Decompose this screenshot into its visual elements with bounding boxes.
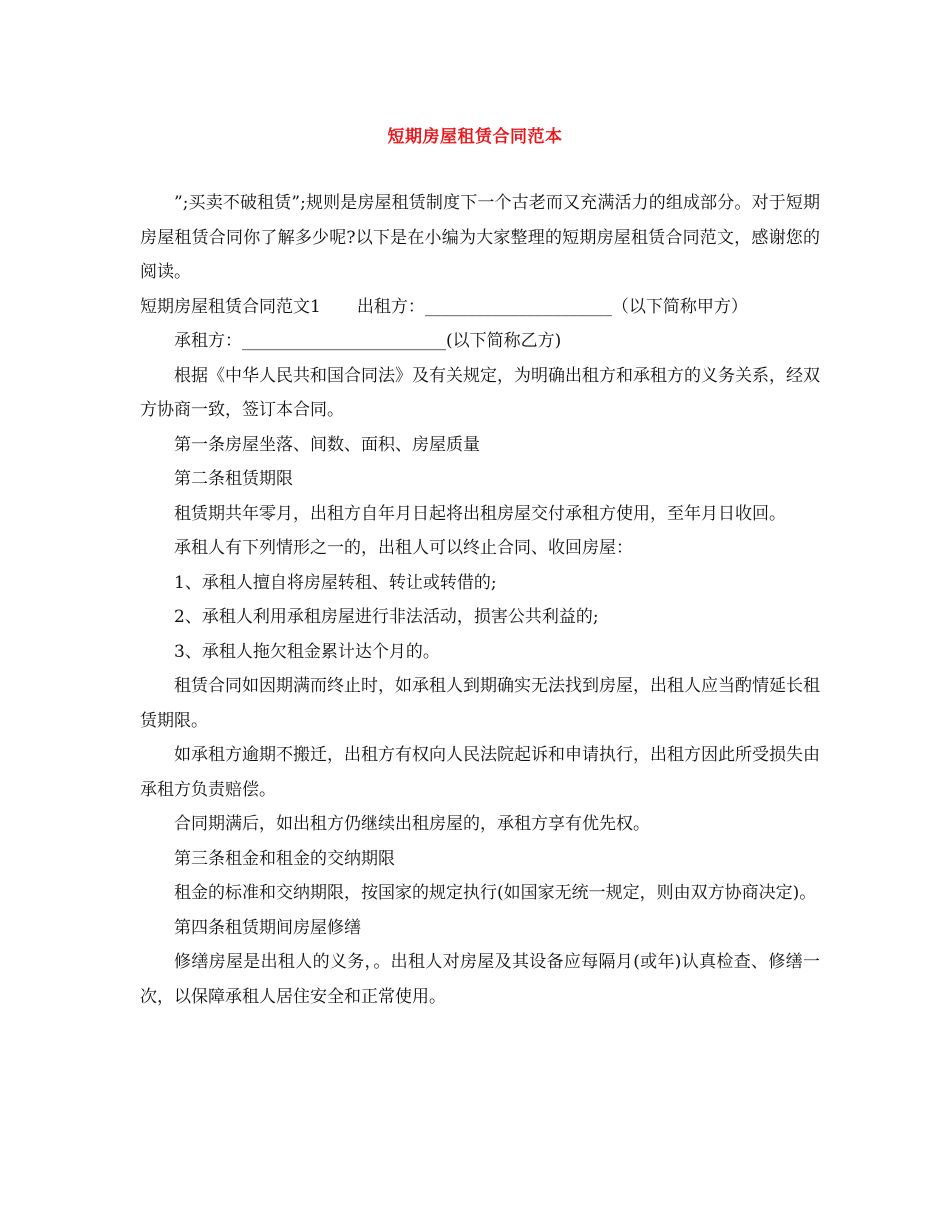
- article-1-heading: 第一条房屋坐落、间数、面积、房屋质量: [174, 434, 480, 455]
- article-2-heading: 第二条租赁期限: [174, 469, 293, 489]
- document-title: 短期房屋租赁合同范本: [387, 127, 563, 147]
- termination-item-2: 2、承租人利用承租房屋进行非法活动，损害公共利益的;: [174, 607, 599, 627]
- document-body: [140, 186, 820, 1014]
- lessor-line-paragraph: [140, 290, 820, 325]
- article-4-heading: 第四条租赁期间房屋修缮: [174, 917, 361, 938]
- lessee-line: 承租方：________________________(以下简称乙方): [174, 331, 562, 351]
- basis-paragraph: 根据《中华人民共和国合同法》及有关规定，为明确出租方和承租方的义务关系，经双方协商一致，签订本合同。: [140, 365, 820, 420]
- intro-paragraph: ”;买卖不破租赁”;规则是房屋租赁制度下一个古老而又充满活力的组成部分。对于短期房屋租赁合同你了解多少呢?以下是在小编为大家整理的短期房屋租赁合同范文，感谢您的阅读。: [140, 193, 820, 282]
- term-paragraph: 租赁期共年零月，出租方自年月日起将出租房屋交付承租方使用，至年月日收回。: [174, 503, 786, 524]
- repair-paragraph: 修缮房屋是出租人的义务，。出租人对房屋及其设备应每隔月(或年)认真检查、修缮一次，以保障承租人居住安全和正常使用。: [140, 952, 820, 1007]
- termination-item-1: 1、承租人擅自将房屋转租、转让或转借的;: [174, 572, 497, 593]
- extension-paragraph: 租赁合同如因期满而终止时，如承租人到期确实无法找到房屋，出租人应当酌情延长租赁期限。: [140, 676, 820, 731]
- termination-item-3: 3、承租人拖欠租金累计达个月的。: [174, 641, 440, 662]
- overdue-paragraph: 如承租方逾期不搬迁，出租方有权向人民法院起诉和申请执行，出租方因此所受损失由承租方负责赔偿。: [140, 745, 820, 800]
- section-heading-label: 短期房屋租赁合同范文1: [140, 296, 321, 317]
- article-3-heading: 第三条租金和租金的交纳期限: [174, 848, 395, 869]
- lessor-line: 出租方：______________________（以下简称甲方）: [356, 296, 748, 317]
- termination-intro: 承租人有下列情形之一的，出租人可以终止合同、收回房屋：: [174, 538, 633, 558]
- priority-paragraph: 合同期满后，如出租方仍继续出租房屋的，承租方享有优先权。: [174, 814, 650, 834]
- rent-paragraph: 租金的标准和交纳期限，按国家的规定执行(如国家无统一规定，则由双方协商决定)。: [174, 883, 817, 903]
